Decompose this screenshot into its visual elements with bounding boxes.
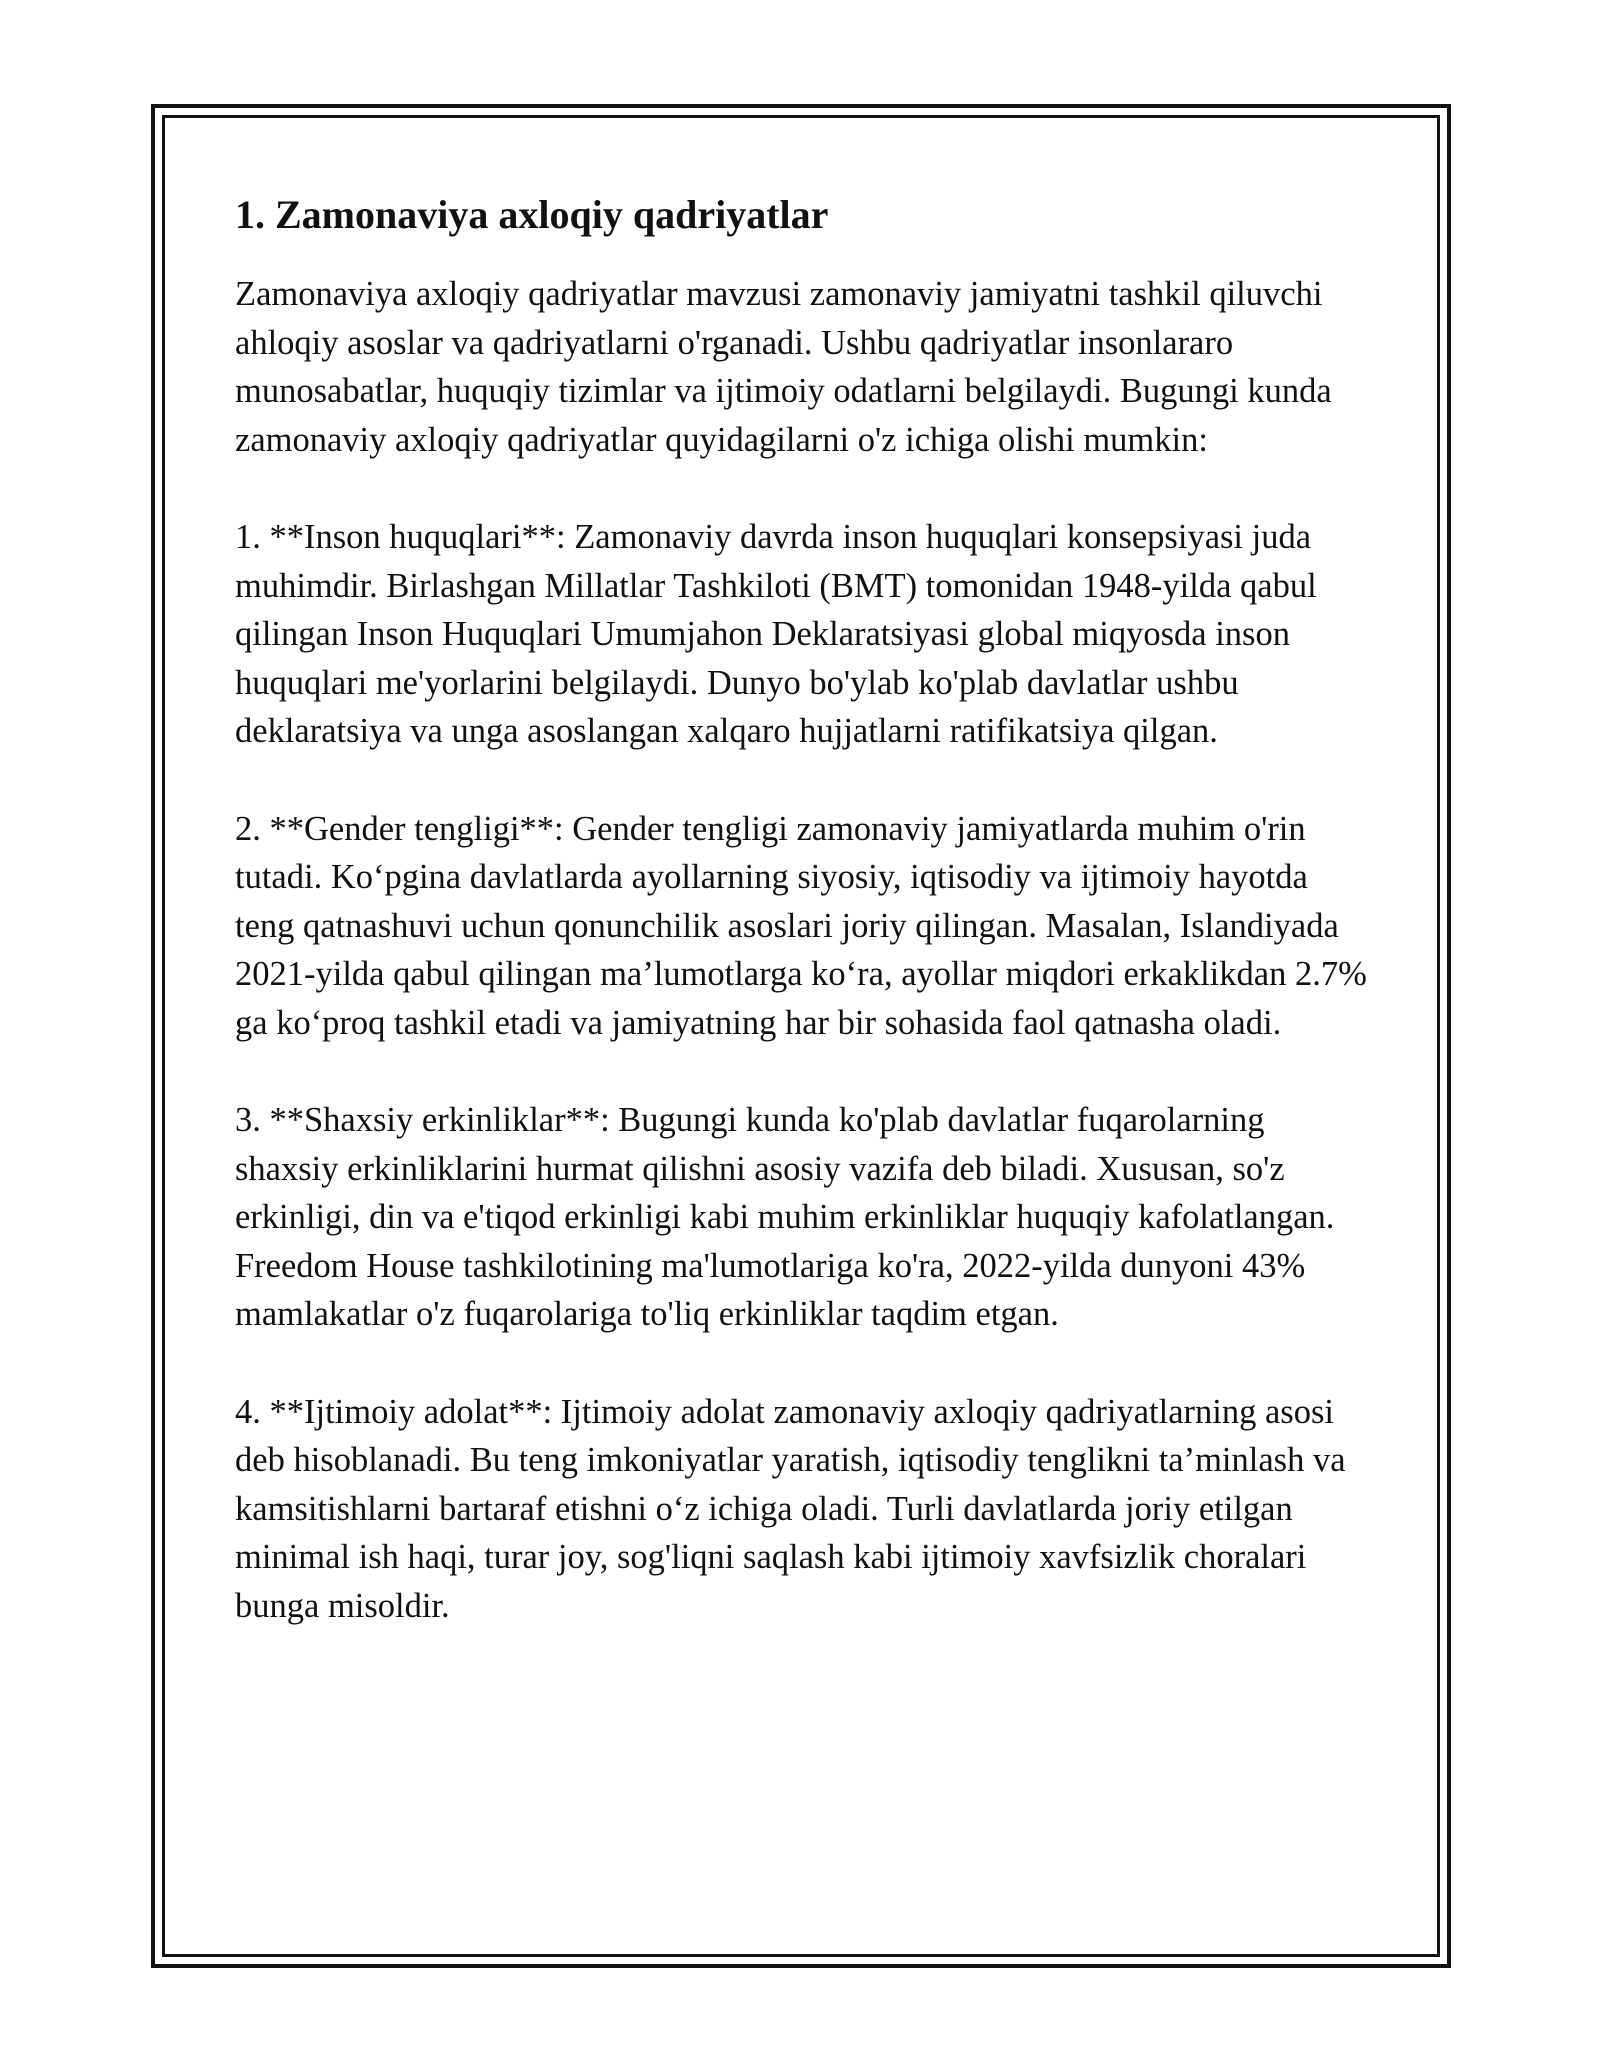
paragraph-personal-freedoms: 3. **Shaxsiy erkinliklar**: Bugungi kunda ko'plab davlatlar fuqarolarning shaxsiy erkinliklarini hurmat qilishni asosiy vazifa deb biladi. Xususan, so'z erkinligi, din va e'tiqod erkinligi kabi muhim erkinliklar huquqiy kafolatlangan. Freedom House tashkilotining ma'lumotlariga ko'ra, 2022-yilda dunyoni 43% mamlakatlar o'z fuqarolariga to'liq erkinliklar taqdim etgan. [235, 1101, 1335, 1333]
document-body [235, 188, 1375, 1679]
intro-paragraph: Zamonaviya axloqiy qadriyatlar mavzusi zamonaviy jamiyatni tashkil qiluvchi ahloqiy asoslar va qadriyatlarni o'rganadi. Ushbu qadriyatlar insonlararo munosabatlar, huquqiy tizimlar va ijtimoiy odatlarni belgilaydi. Bugungi kunda zamonaviy axloqiy qadriyatlar quyidagilarni o'z ichiga olishi mumkin: [235, 275, 1332, 459]
section-heading: 1. Zamonaviya axloqiy qadriyatlar [235, 192, 829, 237]
paragraph-social-justice: 4. **Ijtimoiy adolat**: Ijtimoiy adolat zamonaviy axloqiy qadriyatlarning asosi deb hisoblanadi. Bu teng imkoniyatlar yaratish, iqtisodiy tenglikni ta’minlash va kamsitishlarni bartaraf etishni oʻz ichiga oladi. Turli davlatlarda joriy etilgan minimal ish haqi, turar joy, sog'liqni saqlash kabi ijtimoiy xavfsizlik choralari bunga misoldir. [235, 1392, 1346, 1625]
paragraph-human-rights: 1. **Inson huquqlari**: Zamonaviy davrda inson huquqlari konsepsiyasi juda muhimdir. Birlashgan Millatlar Tashkiloti (BMT) tomonidan 1948-yilda qabul qilingan Inson Huquqlari Umumjahon Deklaratsiyasi global miqyosda inson huquqlari me'yorlarini belgilaydi. Dunyo bo'ylab ko'plab davlatlar ushbu deklaratsiya va unga asoslangan xalqaro hujjatlarni ratifikatsiya qilgan. [235, 518, 1317, 750]
paragraph-gender-equality: 2. **Gender tengligi**: Gender tengligi zamonaviy jamiyatlarda muhim o'rin tutadi. Koʻpgina davlatlarda ayollarning siyosiy, iqtisodiy va ijtimoiy hayotda teng qatnashuvi uchun qonunchilik asoslari joriy qilingan. Masalan, Islandiyada 2021-yilda qabul qilingan ma’lumotlarga koʻra, ayollar miqdori erkaklikdan 2.7% ga koʻproq tashkil etadi va jamiyatning har bir sohasida faol qatnasha oladi. [235, 809, 1367, 1042]
